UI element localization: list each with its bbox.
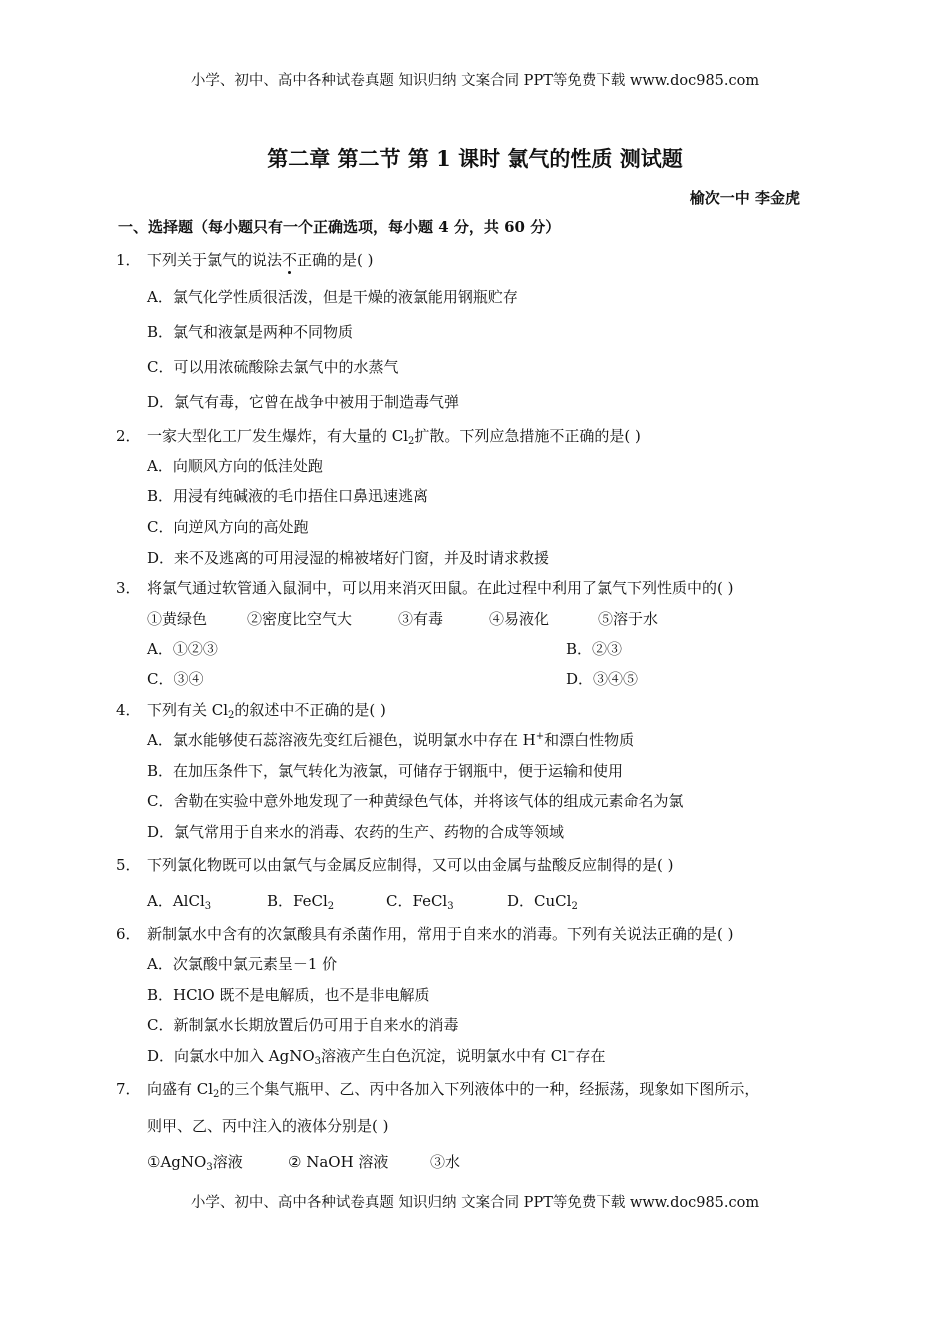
q3-option-d: D．③④⑤ (566, 670, 639, 688)
q6-stem: 新制氯水中含有的次氯酸具有杀菌作用，常用于自来水的消毒。下列有关说法正确的是( ) (147, 925, 734, 943)
q4-option-a: A．氯水能够使石蕊溶液先变红后褪色，说明氯水中存在 H+和漂白性物质 (147, 731, 635, 749)
q4-stem: 下列有关 $Cl_2$的叙述中不正确的是( ) (147, 701, 386, 721)
q3-property-2: ②密度比空气大 (247, 610, 353, 628)
q7-liquid-3: ③水 (430, 1153, 461, 1171)
q2-option-d: D．来不及逃离的可用浸湿的棉被堵好门窗，并及时请求救援 (147, 549, 550, 567)
emphasis-dot: 不 (282, 251, 298, 269)
q2-stem: 一家大型化工厂发生爆炸，有大量的 $Cl_2$扩散。下列应急措施不正确的是( ) (147, 427, 641, 447)
q1-option-a: A．氯气化学性质很活泼，但是干燥的液氯能用钢瓶贮存 (147, 288, 518, 306)
q5-number: 5． (116, 856, 141, 874)
q4-option-b: B．在加压条件下，氯气转化为液氯，可储存于钢瓶中，便于运输和使用 (147, 762, 624, 780)
q6-number: 6． (116, 925, 141, 943)
q2-option-b: B．用浸有纯碱液的毛巾捂住口鼻迅速逃离 (147, 487, 429, 505)
q3-option-a: A．①②③ (147, 640, 218, 658)
q4-option-d: D．氯气常用于自来水的消毒、农药的生产、药物的合成等领域 (147, 823, 565, 841)
q3-option-b: B．②③ (566, 640, 623, 658)
q2-number: 2． (116, 427, 141, 445)
page-title: 第二章 第二节 第 1 课时 氯气的性质 测试题 (267, 146, 683, 171)
q3-property-5: ⑤溶于水 (598, 610, 659, 628)
q5-option-c: C．FeCl$_3$ (386, 892, 454, 912)
page-footer: 小学、初中、高中各种试卷真题 知识归纳 文案合同 PPT等免费下载 www.doc985.com (190, 1195, 760, 1211)
q2-option-a: A．向顺风方向的低洼处跑 (147, 457, 323, 475)
q6-option-c: C．新制氯水长期放置后仍可用于自来水的消毒 (147, 1016, 459, 1034)
section-heading: 一、选择题（每小题只有一个正确选项，每小题 4 分，共 60 分） (118, 218, 561, 236)
q7-number: 7． (116, 1080, 141, 1098)
q7-liquid-2: ② NaOH 溶液 (288, 1153, 389, 1171)
q3-option-c: C．③④ (147, 670, 204, 688)
q1-stem: 下列关于氯气的说法不正确的是( ) (147, 251, 374, 269)
page-header: 小学、初中、高中各种试卷真题 知识归纳 文案合同 PPT等免费下载 www.doc985.com (190, 73, 760, 89)
q3-property-4: ④易液化 (489, 610, 550, 628)
q6-option-d: D．向氯水中加入 AgNO$_3$溶液产生白色沉淀，说明氯水中有 Cl−存在 (147, 1047, 606, 1067)
author: 榆次一中 李金虎 (689, 189, 800, 207)
q5-stem: 下列氯化物既可以由氯气与金属反应制得，又可以由金属与盐酸反应制得的是( ) (147, 856, 674, 874)
q3-number: 3． (116, 579, 141, 597)
q5-option-a: A．AlCl$_3$ (147, 892, 212, 912)
q6-option-a: A．次氯酸中氯元素呈－1 价 (147, 955, 338, 973)
q3-property-1: ①黄绿色 (147, 610, 208, 628)
q7-stem-continued: 则甲、乙、丙中注入的液体分别是( ) (147, 1117, 389, 1135)
q3-stem: 将氯气通过软管通入鼠洞中，可以用来消灭田鼠。在此过程中利用了氯气下列性质中的( ) (147, 579, 734, 597)
q5-option-b: B．FeCl$_2$ (267, 892, 335, 912)
q1-option-b: B．氯气和液氯是两种不同物质 (147, 323, 354, 341)
q1-option-d: D．氯气有毒，它曾在战争中被用于制造毒气弹 (147, 393, 460, 411)
q6-option-b: B．HClO 既不是电解质，也不是非电解质 (147, 986, 430, 1004)
q1-number: 1． (116, 251, 141, 269)
q4-number: 4． (116, 701, 141, 719)
q7-stem: 向盛有 $Cl_2$的三个集气瓶甲、乙、丙中各加入下列液体中的一种，经振荡，现象如下图所示， (147, 1080, 760, 1100)
q2-option-c: C．向逆风方向的高处跑 (147, 518, 309, 536)
q5-option-d: D．CuCl$_2$ (507, 892, 578, 912)
q3-property-3: ③有毒 (398, 610, 444, 628)
q1-option-c: C．可以用浓硫酸除去氯气中的水蒸气 (147, 358, 399, 376)
q7-liquid-1: ①AgNO$_3$溶液 (147, 1153, 243, 1173)
q4-option-c: C．舍勒在实验中意外地发现了一种黄绿色气体，并将该气体的组成元素命名为氯 (147, 792, 684, 810)
